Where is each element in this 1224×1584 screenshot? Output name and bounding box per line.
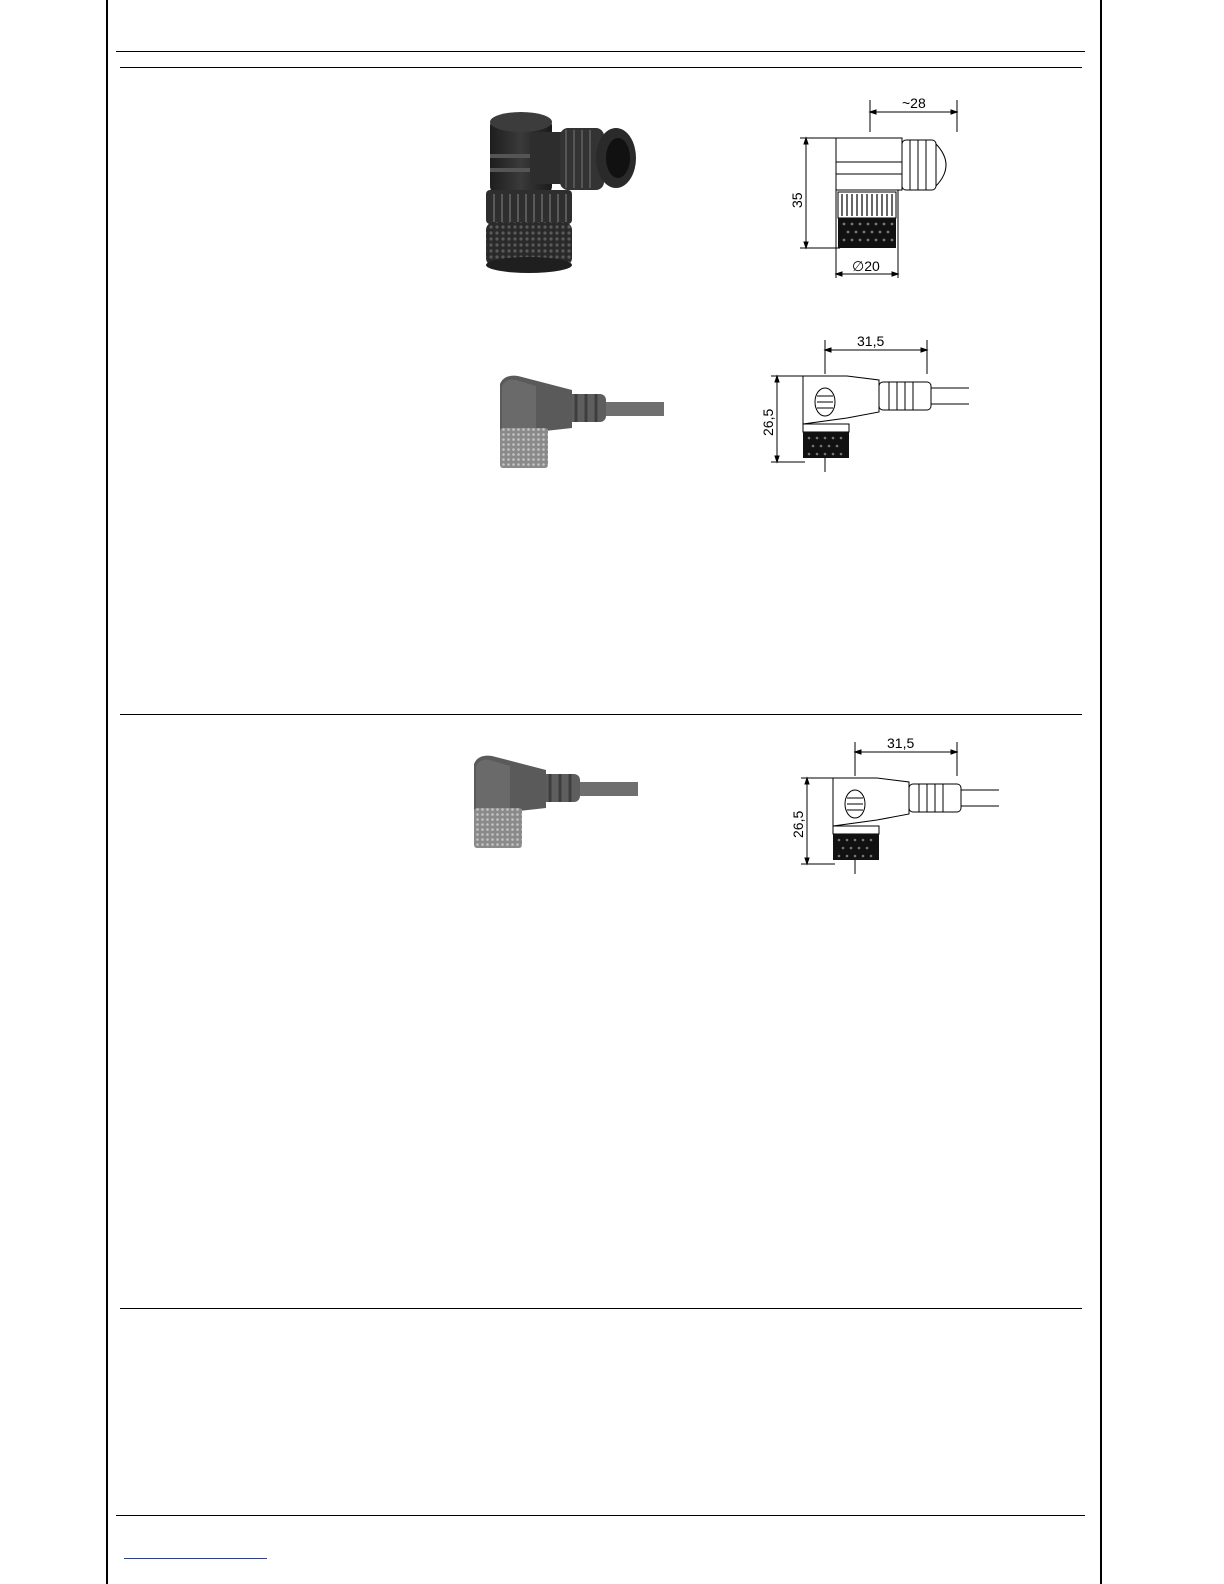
dim-height-label: 35	[789, 192, 805, 208]
drawing-gland-connector	[780, 92, 970, 292]
header-rule-top	[116, 51, 1085, 52]
dim-height-label: 26,5	[760, 408, 776, 436]
footer-link-underline[interactable]	[124, 1558, 267, 1559]
dim-width-label: ~28	[902, 95, 926, 111]
drawing-molded-connector-2	[785, 732, 1005, 877]
dim-height-label: 26,5	[790, 810, 806, 838]
header-rule-bottom	[120, 67, 1082, 68]
page-frame-right	[1100, 0, 1102, 1584]
dim-width-label: 31,5	[857, 333, 885, 349]
section-divider-1	[120, 714, 1082, 715]
connector-photo-molded-2	[470, 752, 642, 852]
connector-photo-gland	[482, 110, 642, 280]
dim-diameter-label: ∅20	[852, 258, 880, 274]
footer-rule	[116, 1515, 1085, 1516]
drawing-molded-connector-1	[755, 330, 975, 475]
connector-photo-molded-1	[496, 372, 668, 472]
page-frame-left	[106, 0, 108, 1584]
section-divider-2	[120, 1308, 1082, 1309]
dim-width-label: 31,5	[887, 735, 915, 751]
